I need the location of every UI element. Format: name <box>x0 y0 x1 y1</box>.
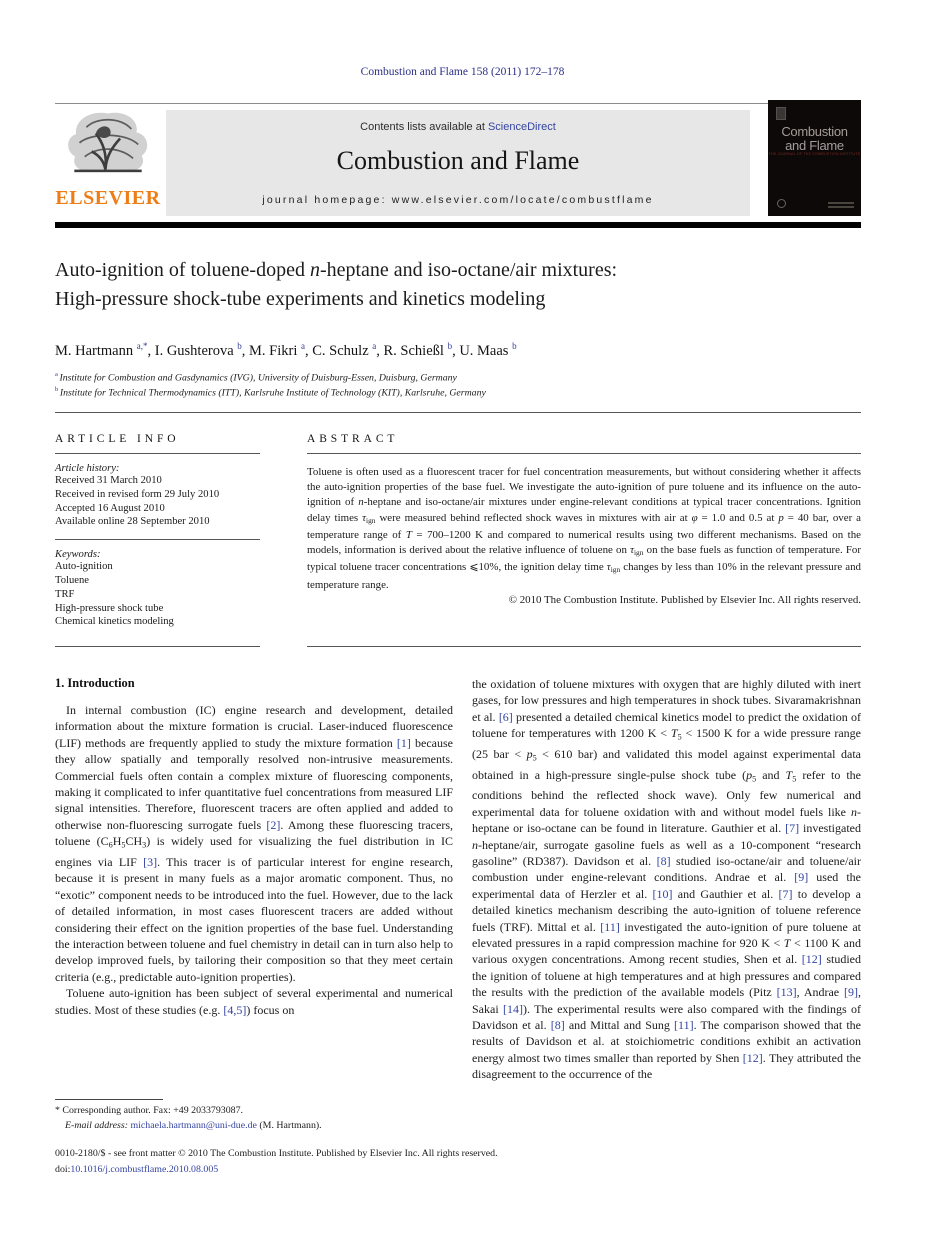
text-segment: because they allow spatially and temporally resolved non-intrusive measurements. Commercial fuels often contain a complex mixture of fluorescing components, making it complicated to infer quantitative fuel concentrations from measured LIF signal intensities. Therefore, fluorescent tracers are often applied and added to otherwise non-fluorescing surrogate fuels <box>55 735 453 832</box>
text-segment: T <box>405 528 412 541</box>
reference-link[interactable]: [7] <box>785 821 800 836</box>
email-line <box>55 1119 453 1134</box>
text-segment: < 1100 K and various oxygen concentrations. Among recent studies, Shen et al. <box>472 935 862 967</box>
text-segment: b <box>447 341 453 351</box>
text-segment: were measured behind reflected shock waves in mixtures with air at <box>375 511 692 524</box>
reference-link[interactable]: [8] <box>550 1017 565 1032</box>
journal-homepage-link[interactable]: journal homepage: www.elsevier.com/locate/combustflame <box>262 194 654 206</box>
text-segment: φ <box>691 511 698 524</box>
text-segment: p <box>746 767 753 782</box>
abstract-bottom-rule <box>307 646 861 647</box>
issn-front-matter-line: 0010-2180/$ - see front matter © 2010 The Combustion Institute. Published by Elsevier Inc. All rights reserved. <box>55 1148 498 1159</box>
text-segment: -heptane/air, surrogate gasoline fuels as well as a 10-component “research gasoline” (RD387). Davidson et al. <box>472 837 861 868</box>
text-segment: studied iso-octane/air and toluene/air combustion under engine-relevant conditions. Andrae et al. <box>472 853 862 885</box>
reference-link[interactable]: [7] <box>778 886 793 901</box>
text-segment: changes by less than 10% in the relevant pressure and temperature range. <box>307 561 861 591</box>
text-segment: a,* <box>136 341 148 351</box>
text-segment: used the experimental data of Herzler et al. <box>472 870 861 901</box>
affiliation-a <box>55 370 845 385</box>
text-segment: 5 <box>532 753 537 763</box>
text-segment: refer to the conditions behind the reflected shock wave). Only few numerical and experimental data for toluene oxidation with and without model fuels like <box>472 767 862 819</box>
text-segment: the oxidation of toluene mixtures with oxygen that are highly diluted with inert gases, for low pressures and high temperatures in shock tubes. Sivaramakrishnan et al. <box>472 677 861 724</box>
text-segment: τ <box>606 561 611 574</box>
reference-link[interactable]: [12] <box>742 1050 763 1065</box>
doi-line <box>55 1162 861 1178</box>
text-segment: Toluene is often used as a fluorescent tracer for fuel concentration measurements, but without considering whether it affects the auto-ignition properties of the base fuel. We investigate the auto-ignition of pure toluene and its influence on the auto-ignition of <box>307 466 861 509</box>
abstract-column <box>307 433 861 608</box>
keywords-divider-rule <box>55 539 260 540</box>
header-divider <box>55 103 861 104</box>
text-segment: -heptane and iso-octane/air mixtures: <box>319 259 618 281</box>
text-segment: , M. Fikri <box>241 342 301 359</box>
affiliation-b <box>55 385 845 400</box>
text-segment: Toluene auto-ignition has been subject of several experimental and numerical studies. Most of these studies (e.g. <box>55 986 453 1017</box>
sciencedirect-link[interactable]: ScienceDirect <box>487 121 556 133</box>
text-segment: 5 <box>677 732 682 742</box>
history-line: Received 31 March 2010 <box>55 475 162 486</box>
article-history-label: Article history: <box>55 463 120 474</box>
text-segment: a <box>372 341 377 351</box>
text-segment: ). The experimental results were also compared with the findings of Davidson et al. <box>472 1001 861 1032</box>
page-footer <box>55 1146 861 1178</box>
abstract-rule <box>307 453 861 454</box>
text-segment: In internal combustion (IC) engine research and development, detailed information about the mixture formation is crucial. Laser-induced fluorescence (LIF) methods are frequently applied to study the mixture formation <box>55 703 453 750</box>
footnote-rule <box>55 1099 163 1100</box>
text-segment: Institute for Technical Thermodynamics (ITT), Karlsruhe Institute of Technology (KIT), Karlsruhe, Germany <box>59 387 486 399</box>
reference-link[interactable]: [3] <box>143 854 158 869</box>
text-segment: ) focus on <box>246 1002 295 1017</box>
history-line: Available online 28 September 2010 <box>55 516 210 528</box>
text-segment: , I. Gushterova <box>147 342 238 359</box>
cover-circle-emblem-icon <box>777 199 786 208</box>
text-segment: studied the ignition of toluene at high temperatures and at high pressures and compared the results with the prediction of the available models (Pitz <box>472 952 861 1000</box>
corresponding-author-line: * Corresponding author. Fax: +49 2033793087. <box>55 1105 243 1116</box>
reference-link[interactable]: [12] <box>801 952 822 967</box>
article-title-line2: High-pressure shock-tube experiments and kinetics modeling <box>55 288 546 311</box>
reference-link[interactable]: [14] <box>503 1001 523 1016</box>
text-segment: ign <box>366 515 376 525</box>
text-segment: , R. Schießl <box>376 342 448 359</box>
reference-link[interactable]: [9] <box>794 870 809 885</box>
text-segment: τ <box>630 544 634 557</box>
text-segment: -heptane or iso-octane can be found in literature. Gauthier et al. <box>472 804 861 836</box>
history-line: Received in revised form 29 July 2010 <box>55 488 220 500</box>
text-segment: . They attributed the disagreement to the occurrence of the <box>472 1050 861 1082</box>
keyword: TRF <box>55 588 75 600</box>
abstract-heading: ABSTRACT <box>307 433 399 445</box>
keyword: Auto-ignition <box>55 561 113 573</box>
text-segment: M. Hartmann <box>55 342 137 359</box>
abstract-text <box>307 465 861 593</box>
reference-link[interactable]: [9] <box>844 985 858 1000</box>
masthead-divider-bar <box>55 222 861 228</box>
text-segment: CH <box>125 834 143 849</box>
elsevier-wordmark: ELSEVIER <box>55 187 161 209</box>
text-segment: presented a detailed chemical kinetics model to predict the oxidation of toluene for temperatures with 1200 K < <box>472 709 862 741</box>
abstract-copyright: © 2010 The Combustion Institute. Published by Elsevier Inc. All rights reserved. <box>508 593 861 606</box>
text-segment: a <box>301 341 305 351</box>
keywords-label: Keywords: <box>55 549 101 561</box>
intro-paragraph-continuation <box>472 676 861 1083</box>
text-segment: , Andrae <box>796 985 844 1000</box>
cover-publisher-emblem-icon <box>776 107 786 120</box>
text-segment: T <box>783 935 791 950</box>
text-segment: 5 <box>792 773 797 783</box>
text-segment: E-mail address: <box>65 1119 131 1131</box>
intro-paragraph-1 <box>55 702 453 985</box>
cover-title-line1: Combustion <box>781 124 848 139</box>
corresponding-author-footnote <box>55 1099 453 1134</box>
intro-paragraph-2 <box>55 985 453 1018</box>
text-segment: to develop a detailed kinetics mechanism describing the auto-ignition of toluene reference fuels (TRF). Mittal et al. <box>472 886 861 934</box>
text-segment: on the base fuels as function of temperature. For typical toluene tracer concentrations ⩽10%, the ignition delay time <box>307 544 861 574</box>
text-segment: p <box>778 511 784 524</box>
journal-banner <box>166 110 750 216</box>
text-segment: ) is widely used for visualizing the fuel distribution in IC engines via LIF <box>55 834 453 869</box>
reference-link[interactable]: [11] <box>600 919 620 934</box>
text-segment: (M. Hartmann). <box>256 1119 322 1131</box>
text-segment: . This tracer is of particular interest for engine research, because it is present in many fuels as a major aromatic component. Thus, no “exotic” component needs to be introduced into the fuel. However, due to the lack of detailed information, in most cases fluorescent tracers are added without considering their effect on the ignition properties of the base fuel. Understanding the interaction between toluene and fuel chemistry in detail can in turn also help to develop improved fuels, by tailoring their composition so that they meet certain criteria (e.g., predictable auto-ignition properties). <box>55 854 453 984</box>
text-segment: and <box>756 767 786 782</box>
reference-link[interactable]: [4,5] <box>223 1002 247 1017</box>
reference-link[interactable]: [11] <box>674 1017 694 1032</box>
reference-link[interactable]: [8] <box>656 853 671 868</box>
cover-title <box>768 125 861 152</box>
journal-cover-thumbnail[interactable] <box>768 100 861 216</box>
text-segment: . The comparison showed that the results of Davidson et al. at stoichiometric conditions exhibit an activation energy almost two times smaller than reported by Shen <box>472 1017 861 1065</box>
reference-link[interactable]: [10] <box>652 886 673 901</box>
text-segment: and Mittal and Sung <box>564 1017 675 1032</box>
text-segment: ign <box>633 548 644 558</box>
cover-subtitle: THE JOURNAL OF THE COMBUSTION INSTITUTE <box>768 152 861 156</box>
cover-title-line2: and Flame <box>785 137 844 153</box>
text-segment: = 700–1200 K and compared to numerical results using two different mechanisms. Based on the models, information is derived about the relative influence of toluene on <box>307 528 861 557</box>
text-segment: investigated <box>799 821 861 836</box>
keyword: Chemical kinetics modeling <box>55 616 174 628</box>
info-section-top-rule <box>55 412 861 413</box>
reference-link[interactable]: [2] <box>266 817 281 832</box>
elsevier-tree-icon <box>60 110 156 186</box>
text-segment: , Sakai <box>472 985 861 1016</box>
history-line: Accepted 16 August 2010 <box>55 502 165 514</box>
text-segment: = 1.0 and 0.5 at <box>697 511 779 524</box>
text-segment: T <box>785 767 793 782</box>
text-segment: n <box>358 496 364 509</box>
article-title <box>55 256 845 315</box>
article-info-bottom-rule <box>55 646 260 647</box>
keyword: Toluene <box>55 574 89 586</box>
text-segment: p <box>526 746 533 761</box>
text-segment: ign <box>610 565 621 575</box>
text-segment: -heptane and iso-octane/air mixtures under engine-relevant conditions at typical tracer concentrations. Ignition delay times <box>307 496 861 524</box>
reference-link[interactable]: [13] <box>776 985 797 1000</box>
citation-header: Combustion and Flame 158 (2011) 172–178 <box>360 66 565 78</box>
text-segment: = 40 bar, over a temperature range of <box>307 511 862 541</box>
reference-link[interactable]: [1] <box>396 735 411 750</box>
text-segment: n <box>309 259 320 281</box>
doi-link[interactable]: 10.1016/j.combustflame.2010.08.005 <box>70 1164 219 1176</box>
text-segment: . Among these fluorescing tracers, toluene (C <box>55 817 453 849</box>
body-column-left <box>55 702 453 1018</box>
elsevier-logo[interactable] <box>53 110 163 216</box>
text-segment: , C. Schulz <box>305 342 373 359</box>
article-title-line1 <box>55 256 845 285</box>
body-column-right <box>472 676 861 1083</box>
text-segment: 5 <box>121 840 126 850</box>
text-segment: Auto-ignition of toluene-doped <box>55 259 310 281</box>
text-segment: 5 <box>752 773 757 783</box>
text-segment: n <box>851 804 857 819</box>
text-segment: < 610 bar) and validated this model against experimental data obtained in a high-pressure single-pulse shock tube ( <box>472 746 861 782</box>
text-segment: < 1500 K for a wide pressure range (25 bar < <box>472 726 861 761</box>
text-segment: 6 <box>108 840 113 850</box>
article-info-column <box>55 433 260 629</box>
section-heading-introduction: 1. Introduction <box>55 676 135 690</box>
text-segment: and Gauthier et al. <box>672 886 779 901</box>
text-segment: T <box>670 726 678 741</box>
article-info-rule <box>55 453 260 454</box>
affiliations <box>55 370 845 401</box>
author-list <box>55 341 845 360</box>
text-segment: doi: <box>55 1164 71 1176</box>
contents-line <box>166 121 750 133</box>
text-segment: investigated the auto-ignition of pure toluene at elevated pressures in a rapid compression machine for 920 K < <box>472 919 862 950</box>
text-segment: Contents lists available at <box>360 121 488 133</box>
text-segment: n <box>472 837 478 852</box>
email-link[interactable]: michaela.hartmann@uni-due.de <box>130 1119 257 1131</box>
text-segment: , U. Maas <box>452 342 513 359</box>
text-segment: a <box>55 371 60 378</box>
text-segment: b <box>512 341 517 351</box>
text-segment: 3 <box>142 840 147 850</box>
article-info-heading: ARTICLE INFO <box>55 433 180 445</box>
text-segment: b <box>55 386 60 394</box>
cover-volume-info <box>828 200 854 208</box>
text-segment: H <box>112 834 122 849</box>
text-segment: Institute for Combustion and Gasdynamics (IVG), University of Duisburg-Essen, Duisburg, Germany <box>59 372 457 384</box>
reference-link[interactable]: [6] <box>498 709 513 724</box>
keyword: High-pressure shock tube <box>55 602 164 614</box>
journal-title: Combustion and Flame <box>336 146 580 175</box>
text-segment: b <box>237 341 242 351</box>
text-segment: τ <box>362 511 367 524</box>
